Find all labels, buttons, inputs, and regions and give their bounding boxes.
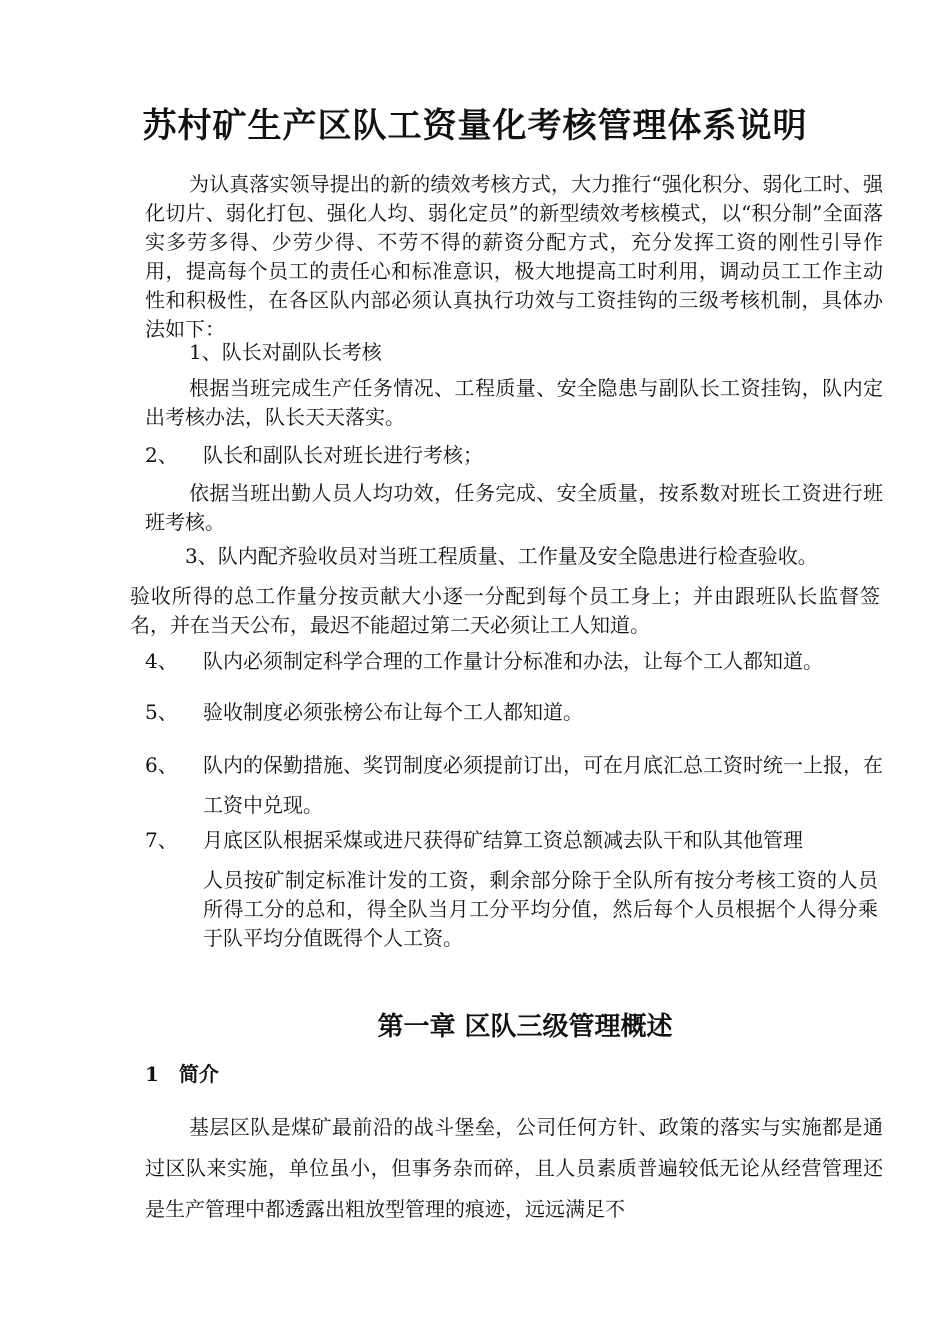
section-title: 简介 — [178, 1062, 219, 1086]
item-5-text: 验收制度必须张榜公布让每个工人都知道。 — [203, 700, 583, 724]
item-7 — [145, 825, 885, 855]
item-5-number: 5、 — [145, 700, 178, 724]
item-7-rest: 人员按矿制定标准计发的工资，剩余部分除于全队所有按分考核工资的人员所得工分的总和，得全队当月工分平均分值，然后每个人员根据个人得分乘于队平均分值既得个人工资。 — [203, 868, 878, 950]
item-1-title: 1、队长对副队长考核 — [189, 340, 382, 364]
item-4 — [145, 646, 905, 676]
item-1-body: 根据当班完成生产任务情况、工程质量、安全隐患与副队长工资挂钩，队内定出考核办法，队长天天落实。 — [145, 376, 883, 429]
item-6 — [145, 745, 885, 825]
item-2 — [145, 440, 885, 470]
item-2-title: 队长和副队长对班长进行考核； — [203, 443, 483, 467]
section-body: 基层区队是煤矿最前沿的战斗堡垒，公司任何方针、政策的落实与实施都是通过区队来实施，单位虽小，但事务杂而碎，且人员素质普遍较低无论从经营管理还是生产管理中都透露出粗放型管理的痕迹，远远满足不 — [145, 1115, 883, 1221]
section-heading — [145, 1058, 219, 1087]
item-3-body: 验收所得的总工作量分按贡献大小逐一分配到每个员工身上；并由跟班队长监督签名，并在当天公布，最迟不能超过第二天必须让工人知道。 — [130, 584, 880, 637]
item-4-number: 4、 — [145, 649, 178, 673]
intro-paragraph: 为认真落实领导提出的新的绩效考核方式，大力推行“强化积分、弱化工时、强化切片、弱化打包、强化人均、弱化定员”的新型绩效考核模式，以“积分制”全面落实多劳多得、少劳少得、不劳不得的薪资分配方式，充分发挥工资的刚性引导作用，提高每个员工的责任心和标准意识，极大地提高工时利用，调动员工工作主动性和积极性，在各区队内部必须认真执行功效与工资挂钩的三级考核机制，具体办法如下： — [145, 172, 883, 341]
item-5 — [145, 697, 885, 727]
item-2-number: 2、 — [145, 443, 178, 467]
item-3-title: 3、队内配齐验收员对当班工程质量、工作量及安全隐患进行检查验收。 — [185, 544, 818, 568]
chapter-title: 第一章 区队三级管理概述 — [377, 1012, 673, 1042]
item-7-first-line: 月底区队根据采煤或进尺获得矿结算工资总额减去队干和队其他管理 — [203, 828, 803, 852]
item-6-number: 6、 — [145, 753, 178, 777]
document-title: 苏村矿生产区队工资量化考核管理体系说明 — [142, 106, 808, 146]
item-2-body: 依据当班出勤人员人均功效，任务完成、安全质量，按系数对班长工资进行班班考核。 — [145, 481, 883, 534]
item-6-text: 队内的保勤措施、奖罚制度必须提前订出，可在月底汇总工资时统一上报，在工资中兑现。 — [203, 753, 883, 817]
section-number: 1 — [145, 1062, 159, 1086]
item-7-number: 7、 — [145, 828, 178, 852]
item-4-text: 队内必须制定科学合理的工作量计分标准和办法，让每个工人都知道。 — [203, 649, 823, 673]
